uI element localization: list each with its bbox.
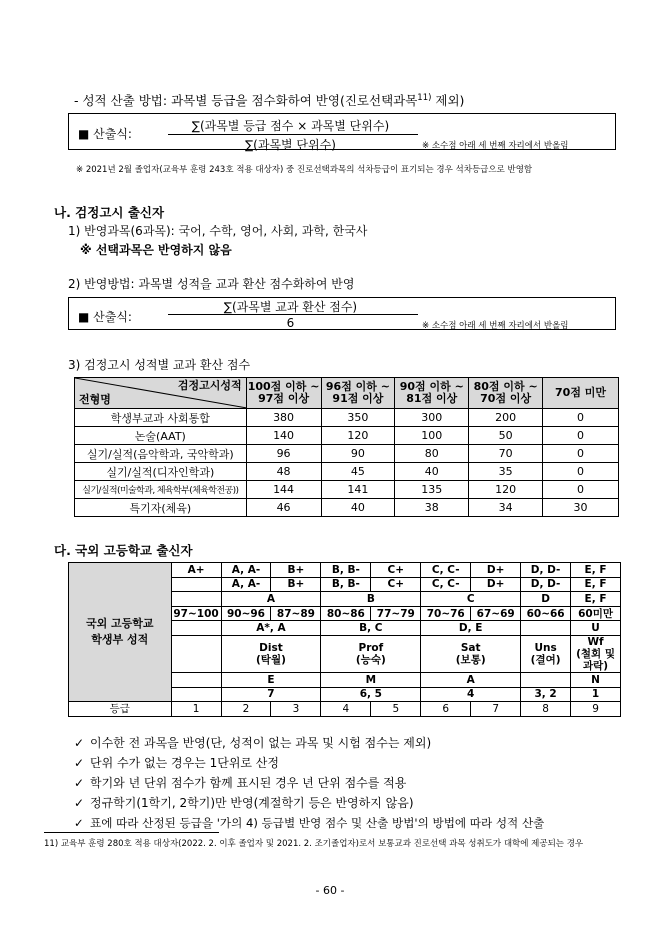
table-row (75, 463, 619, 481)
grade-cell: 1 (171, 702, 221, 717)
check-item (74, 813, 544, 833)
cell: A+ (171, 563, 221, 578)
cell: 80 (395, 445, 469, 463)
corner-bottom-label: 전형명 (79, 393, 111, 406)
cell: 40 (321, 499, 395, 517)
cell (171, 621, 221, 636)
cell: 50 (469, 427, 543, 445)
header-line: 70점 미만 (555, 386, 607, 399)
cell: 6, 5 (321, 687, 421, 702)
check-mark-icon: ✓ (74, 796, 85, 810)
header-line: 70점 이상 (480, 392, 532, 405)
side-label-line: 학생부 성적 (91, 633, 149, 647)
cell: 38 (395, 499, 469, 517)
cell: 46 (246, 499, 321, 517)
table-row (75, 409, 619, 427)
cell: 1 (571, 687, 621, 702)
cell: 30 (543, 499, 619, 517)
row-name: 실기/실적(음악학과, 국악학과) (75, 445, 247, 463)
check-item (74, 773, 544, 793)
cell-uns (521, 635, 571, 672)
header-score-range (246, 378, 321, 409)
check-text: 이수한 전 과목을 반영(단, 성적이 없는 과목 및 시험 점수는 제외) (90, 736, 432, 750)
method-line-text: - 성적 산출 방법: 과목별 등급을 점수화하여 반영(진로선택과목 (74, 93, 418, 108)
formula-1-denominator: ∑(과목별 단위수) (245, 138, 336, 152)
cell: 77~79 (371, 606, 421, 621)
cell: 0 (543, 481, 619, 499)
cell-line: 과락) (582, 659, 609, 672)
cell: B+ (271, 563, 321, 578)
header-score-range (469, 378, 543, 409)
header-line: 80점 이하 ~ (473, 380, 538, 393)
cell: N (571, 672, 621, 687)
cell: C, C- (421, 577, 471, 592)
section-na-item1-note: ※ 선택과목은 반영하지 않음 (80, 243, 232, 257)
check-text: 정규학기(1학기, 2학기)만 반영(계절학기 등은 반영하지 않음) (90, 796, 414, 810)
cell-wf (571, 635, 621, 672)
cell: 300 (395, 409, 469, 427)
cell (171, 672, 221, 687)
method-line (74, 91, 464, 109)
cell: E (221, 672, 321, 687)
section-da-title: 다. 국외 고등학교 출신자 (54, 543, 193, 558)
cell-line: Dist (259, 641, 283, 654)
cell: 3, 2 (521, 687, 571, 702)
formula-2-label: ■ 산출식: (78, 310, 132, 324)
cell: 200 (469, 409, 543, 427)
cell: 40 (395, 463, 469, 481)
cell: E, F (571, 563, 621, 578)
cell: A (421, 672, 521, 687)
cell: A*, A (221, 621, 321, 636)
cell: C+ (371, 563, 421, 578)
row-name: 특기자(체육) (75, 499, 247, 517)
cell: 80~86 (321, 606, 371, 621)
table-corner-cell (75, 378, 247, 409)
formula-1-note: ※ 소수점 아래 세 번째 자리에서 반올림 (422, 141, 569, 151)
cell: 45 (321, 463, 395, 481)
check-text: 표에 따라 산정된 등급을 '가의 4) 등급별 반영 점수 및 산출 방법'의 방법에 따라 성적 산출 (90, 816, 545, 830)
cell: 350 (321, 409, 395, 427)
grade-cell: 4 (321, 702, 371, 717)
cell: 96 (246, 445, 321, 463)
cell (171, 687, 221, 702)
cell: B, B- (321, 577, 371, 592)
grade-row (69, 702, 621, 717)
cell: D+ (471, 577, 521, 592)
cell: B, C (321, 621, 421, 636)
cell: D, D- (521, 577, 571, 592)
table-row (75, 427, 619, 445)
cell: 35 (469, 463, 543, 481)
table-row (75, 499, 619, 517)
cell (521, 621, 571, 636)
cell: D, D- (521, 563, 571, 578)
section-na-item3: 3) 검정고시 성적별 교과 환산 점수 (68, 358, 251, 372)
footnote: 11) 교육부 훈령 280호 적용 대상자(2022. 2. 이후 졸업자 및 2021. 2. 조기졸업자)로서 보통교과 진로선택 과목 성취도가 대학에 제공되는 경우 (44, 839, 584, 849)
table-row (75, 481, 619, 499)
grade-cell: 2 (221, 702, 271, 717)
cell: 48 (246, 463, 321, 481)
grade-cell: 3 (271, 702, 321, 717)
check-list (74, 733, 544, 833)
cell: C+ (371, 577, 421, 592)
ged-score-table (74, 377, 619, 517)
cell: D, E (421, 621, 521, 636)
cell: B (321, 592, 421, 607)
cell: 141 (321, 481, 395, 499)
grade-label: 등급 (69, 702, 172, 717)
cell-line: Wf (587, 635, 604, 648)
cell: 7 (221, 687, 321, 702)
cell: A, A- (221, 563, 271, 578)
grade-cell: 6 (421, 702, 471, 717)
method-line-end: 제외) (431, 93, 465, 108)
check-text: 단위 수가 없는 경우는 1단위로 산정 (90, 756, 279, 770)
cell: A, A- (221, 577, 271, 592)
check-mark-icon: ✓ (74, 776, 85, 790)
formula-2-numerator: ∑(과목별 교과 환산 점수) (223, 300, 358, 314)
side-label (69, 563, 172, 702)
cell: B, B- (321, 563, 371, 578)
formula-2-note: ※ 소수점 아래 세 번째 자리에서 반올림 (422, 321, 569, 331)
foreign-hs-grade-table (68, 562, 621, 717)
corner-top-label: 검정고시성적 (177, 379, 242, 392)
table-row (75, 445, 619, 463)
cell: 0 (543, 427, 619, 445)
cell: 97~100 (171, 606, 221, 621)
cell (521, 672, 571, 687)
formula-2-denominator: 6 (286, 316, 295, 330)
row-name: 실기/실적(디자인학과) (75, 463, 247, 481)
cell: M (321, 672, 421, 687)
cell (171, 592, 221, 607)
cell: 0 (543, 445, 619, 463)
grade-cell: 8 (521, 702, 571, 717)
cell-sat (421, 635, 521, 672)
cell: 380 (246, 409, 321, 427)
cell-line: Uns (534, 641, 557, 654)
cell (171, 635, 221, 672)
row-name: 학생부교과 사회통합 (75, 409, 247, 427)
cell-line: Prof (358, 641, 384, 654)
cell: C, C- (421, 563, 471, 578)
grade-cell: 5 (371, 702, 421, 717)
formula-1-label: ■ 산출식: (78, 127, 132, 141)
cell: 0 (543, 409, 619, 427)
row-name: 실기/실적(미술학과, 체육학부(체육학전공)) (75, 481, 247, 499)
cell: U (571, 621, 621, 636)
cell-prof (321, 635, 421, 672)
cell: E, F (571, 592, 621, 607)
cell: 34 (469, 499, 543, 517)
check-item (74, 733, 544, 753)
cell: D (521, 592, 571, 607)
row-name: 논술(AAT) (75, 427, 247, 445)
cell: E, F (571, 577, 621, 592)
header-line: 96점 이하 ~ (325, 380, 390, 393)
header-line: 91점 이상 (332, 392, 384, 405)
cell: 140 (246, 427, 321, 445)
cell-line: (탁월) (256, 653, 286, 666)
cell: 144 (246, 481, 321, 499)
cell: 67~69 (471, 606, 521, 621)
check-item (74, 753, 544, 773)
cell: 60~66 (521, 606, 571, 621)
cell: 70 (469, 445, 543, 463)
cell (171, 577, 221, 592)
cell-line: (결여) (530, 653, 561, 666)
footnote-ref: 11) (417, 92, 432, 103)
cell: D+ (471, 563, 521, 578)
cell-line: (보통) (455, 653, 486, 666)
check-mark-icon: ✓ (74, 816, 84, 830)
cell-line: (능숙) (355, 653, 386, 666)
header-score-range (321, 378, 395, 409)
page-number: - 60 - (315, 884, 345, 897)
cell: C (421, 592, 521, 607)
cell: B+ (271, 577, 321, 592)
cell: 90~96 (221, 606, 271, 621)
side-label-line: 국외 고등학교 (85, 617, 154, 631)
cell: 135 (395, 481, 469, 499)
section-na-title: 나. 검정고시 출신자 (54, 205, 165, 220)
formula-1-fraction-line (168, 134, 418, 135)
footnote-rule (44, 832, 219, 833)
header-line: 100점 이하 ~ (247, 380, 320, 393)
header-score-range (543, 378, 619, 409)
section-na-item1: 1) 반영과목(6과목): 국어, 수학, 영어, 사회, 과학, 한국사 (68, 224, 368, 238)
note-2021: ※ 2021년 2월 졸업자(교육부 훈령 243호 적용 대상자) 중 진로선택과목의 석차등급이 표기되는 경우 석차등급으로 반영함 (76, 165, 533, 175)
cell: 60미만 (571, 606, 621, 621)
check-mark-icon: ✓ (74, 756, 85, 770)
cell: 100 (395, 427, 469, 445)
header-line: 90점 이하 ~ (399, 380, 464, 393)
cell-dist (221, 635, 321, 672)
formula-1-numerator: ∑(과목별 등급 점수 × 과목별 단위수) (191, 119, 390, 133)
cell: 4 (421, 687, 521, 702)
cell: 70~76 (421, 606, 471, 621)
cell: 0 (543, 463, 619, 481)
cell: 90 (321, 445, 395, 463)
check-mark-icon: ✓ (74, 736, 85, 750)
header-line: 97점 이상 (258, 392, 310, 405)
section-na-item2: 2) 반영방법: 과목별 성적을 교과 환산 점수화하여 반영 (68, 277, 355, 291)
check-item (74, 793, 544, 813)
grade-cell: 7 (471, 702, 521, 717)
cell-line: Sat (460, 641, 481, 654)
table-row (69, 563, 621, 578)
cell: 120 (469, 481, 543, 499)
cell: 120 (321, 427, 395, 445)
grade-cell: 9 (571, 702, 621, 717)
check-text: 학기와 년 단위 점수가 함께 표시된 경우 년 단위 점수를 적용 (90, 776, 407, 790)
cell-line: (철회 및 (576, 647, 615, 660)
cell: 87~89 (271, 606, 321, 621)
cell: A (221, 592, 321, 607)
header-line: 81점 이상 (406, 392, 458, 405)
header-score-range (395, 378, 469, 409)
formula-2-fraction-line (168, 314, 418, 315)
